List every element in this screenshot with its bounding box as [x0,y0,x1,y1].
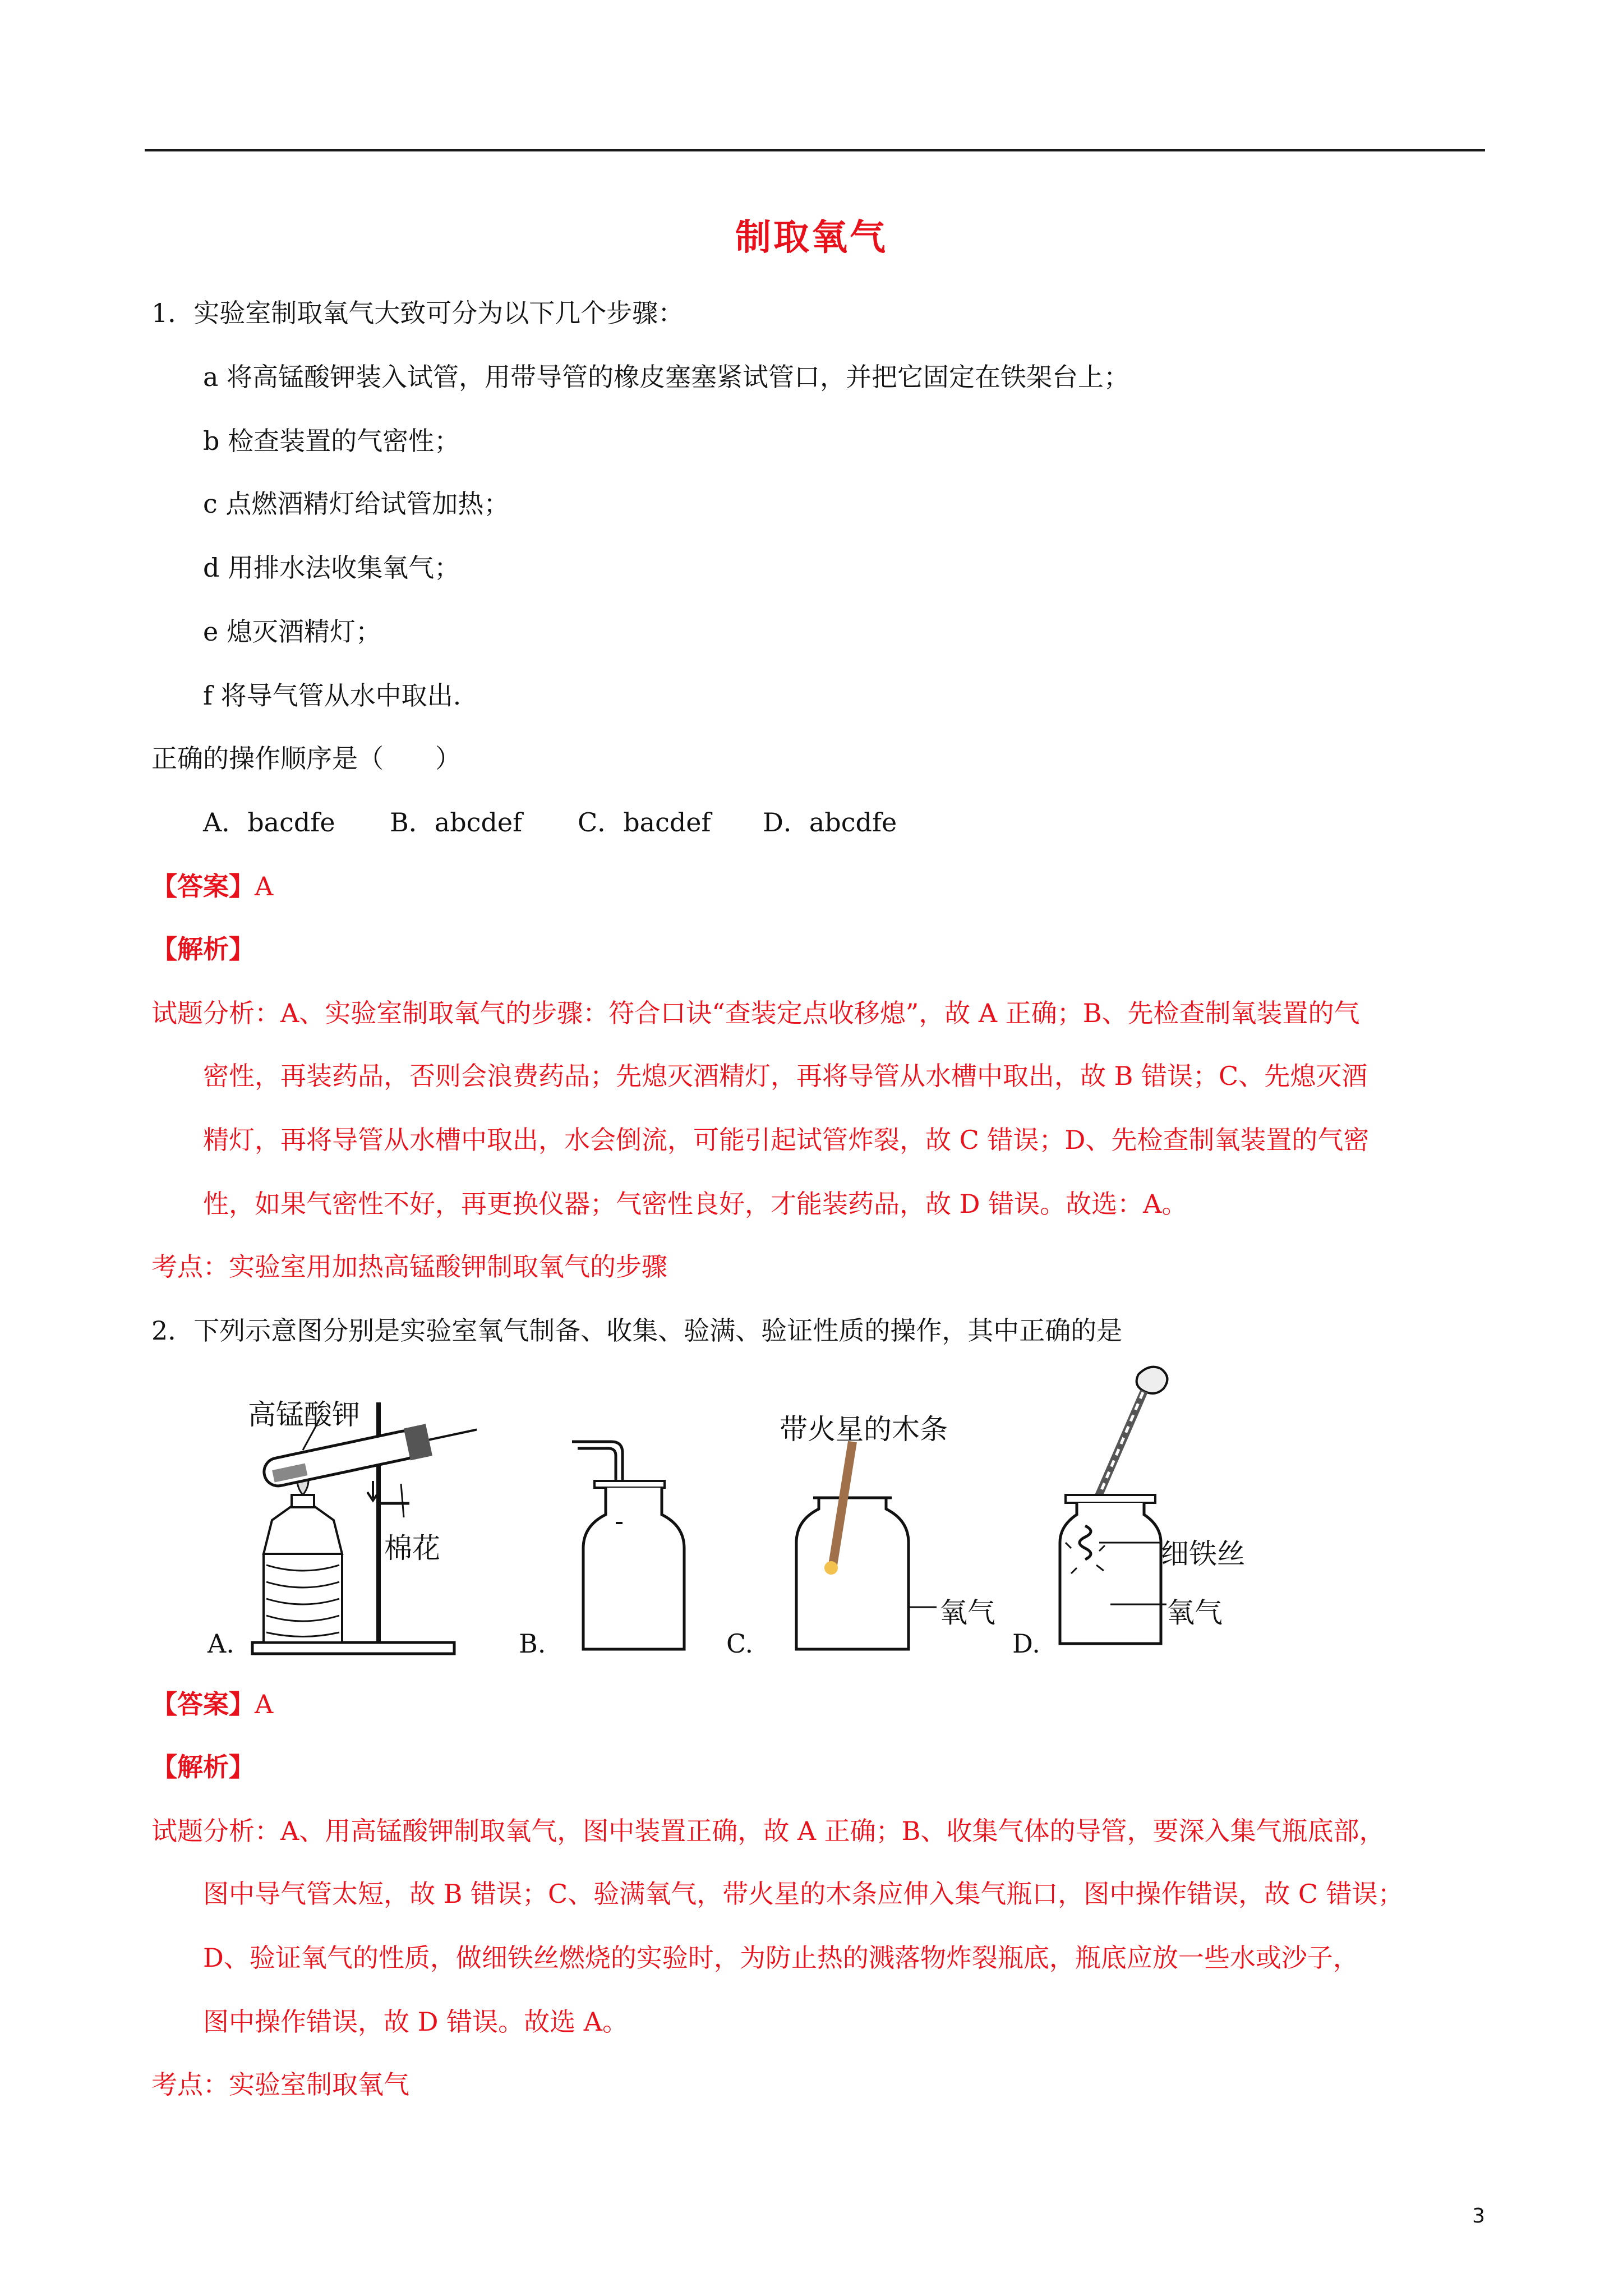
figure-c-label-splint: 带火星的木条 [780,1413,948,1446]
answer-label: 【答案】 [151,871,255,901]
q2-analysis-line-1: 试题分析：A、用高锰酸钾制取氧气，图中装置正确，故 A 正确；B、收集气体的导管，要深入集气瓶底部， [151,1816,1385,1846]
q1-step-c: c 点燃酒精灯给试管加热； [203,489,510,519]
q1-step-f: f 将导气管从水中取出. [203,680,462,711]
q1-step-d: d 用排水法收集氧气； [203,553,460,583]
q1-option-c: C．bacdef [578,807,711,838]
page-number: 3 [1472,2205,1485,2228]
figure-a-label-cotton: 棉花 [384,1532,440,1565]
page-title: 制取氧气 [735,217,888,259]
q1-analysis-line-1: 试题分析：A、实验室制取氧气的步骤：符合口诀“查装定点收移熄”，故 A 正确；B、先检查制氧装置的气 [151,998,1360,1028]
analysis-label: 【解析】 [151,934,255,964]
q1-stem: 1．实验室制取氧气大致可分为以下几个步骤： [151,298,684,328]
figure-d-label-oxygen: 氧气 [1166,1596,1223,1629]
answer-value: A [255,1689,274,1719]
q1-option-a: A．bacdfe [203,807,335,838]
figure-d-caption: D. [1012,1628,1040,1659]
q1-analysis-line-2: 密性，再装药品，否则会浪费药品；先熄灭酒精灯，再将导管从水槽中取出，故 B 错误；C、先熄灭酒 [203,1061,1368,1091]
q2-analysis-label [151,1750,255,1784]
figure-a-label-kmno4: 高锰酸钾 [248,1398,360,1431]
q1-answer [151,869,273,903]
q2-answer [151,1687,273,1721]
q1-prompt: 正确的操作顺序是（ ） [151,743,461,774]
q2-analysis-line-2: 图中导气管太短，故 B 错误；C、验满氧气，带火星的木条应伸入集气瓶口，图中操作错误，故 C 错误； [203,1879,1404,1909]
q1-analysis-line-4: 性，如果气密性不好，再更换仪器；气密性良好，才能装药品，故 D 错误。故选：A。 [203,1189,1188,1219]
q1-step-a: a 将高锰酸钾装入试管，用带导管的橡皮塞塞紧试管口，并把它固定在铁架台上； [203,362,1130,392]
figure-b-caption: B. [519,1628,546,1659]
figure-c-label-oxygen: 氧气 [939,1596,995,1629]
q1-option-d: D．abcdfe [763,807,897,838]
q1-kaodian: 考点：实验室用加热高锰酸钾制取氧气的步骤 [151,1251,667,1282]
answer-label: 【答案】 [151,1689,255,1719]
q1-analysis-line-3: 精灯，再将导管从水槽中取出，水会倒流，可能引起试管炸裂，故 C 错误；D、先检查制氧装置的气密 [203,1125,1370,1155]
q1-step-b: b 检查装置的气密性； [203,426,460,456]
q2-analysis-line-3: D、验证氧气的性质，做细铁丝燃烧的实验时，为防止热的溅落物炸裂瓶底，瓶底应放一些水或沙子， [203,1943,1359,1973]
figure-a-caption: A. [208,1628,234,1659]
analysis-label: 【解析】 [151,1752,255,1782]
q2-kaodian: 考点：实验室制取氧气 [151,2069,409,2100]
answer-value: A [255,871,274,901]
header-rule [145,149,1485,151]
figure-c-caption: C. [726,1628,754,1659]
q1-option-b: B．abcdef [390,807,523,838]
q1-analysis-label [151,932,255,966]
figure-d-label-wire: 细铁丝 [1161,1538,1245,1570]
q2-stem: 2．下列示意图分别是实验室氧气制备、收集、验满、验证性质的操作，其中正确的是 [151,1315,1123,1346]
q2-analysis-line-4: 图中操作错误，故 D 错误。故选 A。 [203,2007,628,2037]
figure-b-gas-bottle [561,1436,695,1660]
q1-step-e: e 熄灭酒精灯； [203,616,381,647]
